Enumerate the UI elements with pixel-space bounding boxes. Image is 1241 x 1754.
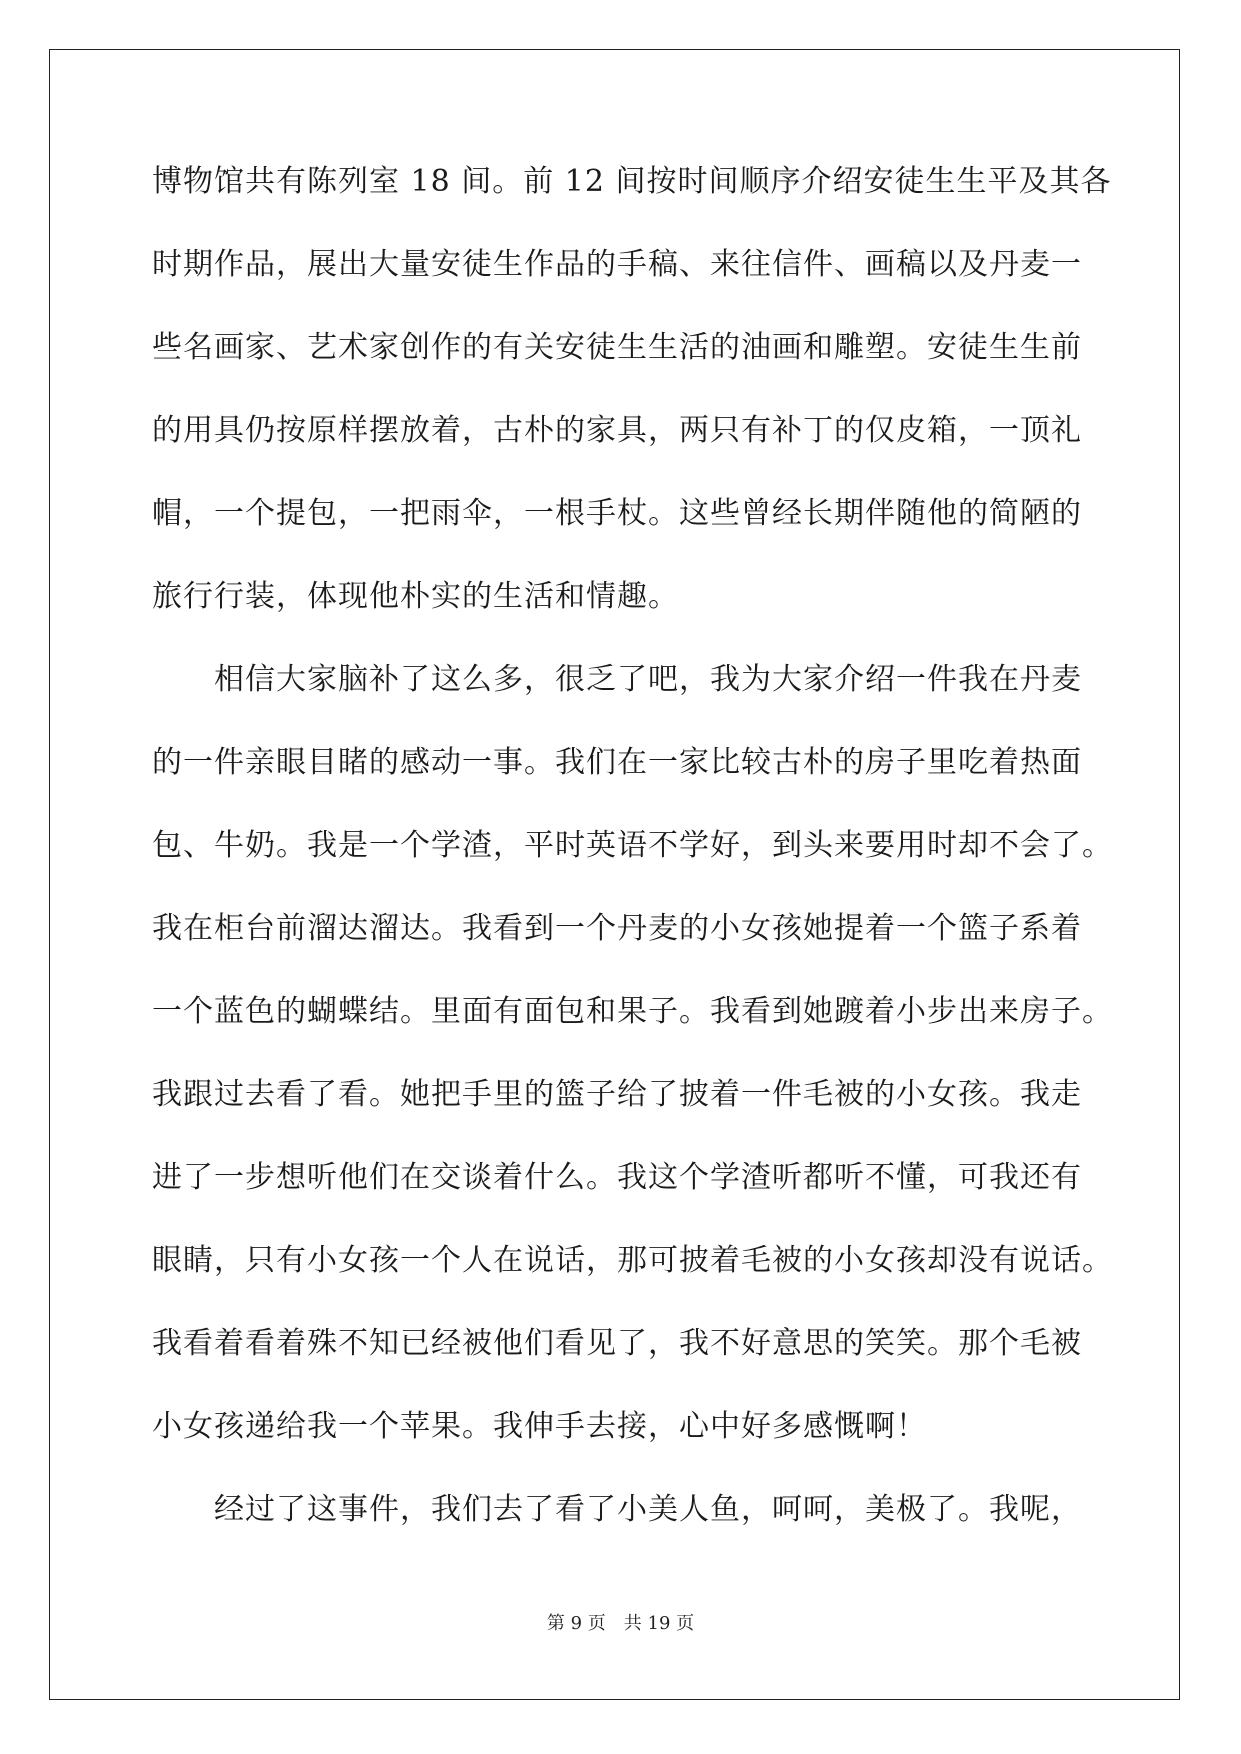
text-line: 经过了这事件，我们去了看了小美人鱼，呵呵，美极了。我呢，: [152, 1492, 1082, 1527]
text-line: 眼睛，只有小女孩一个人在说话，那可披着毛被的小女孩却没有说话。: [152, 1243, 1113, 1278]
text-line: 包、牛奶。我是一个学渣，平时英语不学好，到头来要用时却不会了。: [152, 828, 1113, 863]
text-line: 一个蓝色的蝴蝶结。里面有面包和果子。我看到她踱着小步出来房子。: [152, 994, 1113, 1029]
text-line: 的用具仍按原样摆放着，古朴的家具，两只有补丁的仅皮箱，一顶礼: [152, 413, 1082, 448]
text-line: 我跟过去看了看。她把手里的篮子给了披着一件毛被的小女孩。我走: [152, 1077, 1082, 1112]
text-line: 时期作品，展出大量安徒生作品的手稿、来往信件、画稿以及丹麦一: [152, 247, 1082, 282]
page-footer: [0, 1612, 1241, 1636]
text-line: 进了一步想听他们在交谈着什么。我这个学渣听都听不懂，可我还有: [152, 1160, 1082, 1195]
page-number: 第 9 页 共 19 页: [546, 1613, 695, 1634]
text-line: 我在柜台前溜达溜达。我看到一个丹麦的小女孩她提着一个篮子系着: [152, 911, 1082, 946]
text-line: 博物馆共有陈列室 18 间。前 12 间按时间顺序介绍安徒生生平及其各: [152, 164, 1112, 199]
text-line: 我看着看着殊不知已经被他们看见了，我不好意思的笑笑。那个毛被: [152, 1326, 1082, 1361]
text-line: 的一件亲眼目睹的感动一事。我们在一家比较古朴的房子里吃着热面: [152, 745, 1082, 780]
document-body: [152, 160, 1113, 1571]
text-line: 帽，一个提包，一把雨伞，一根手杖。这些曾经长期伴随他的简陋的: [152, 496, 1082, 531]
text-line: 小女孩递给我一个苹果。我伸手去接，心中好多感慨啊！: [152, 1409, 927, 1444]
text-line: 旅行行装，体现他朴实的生活和情趣。: [152, 579, 679, 614]
text-line: 些名画家、艺术家创作的有关安徒生生活的油画和雕塑。安徒生生前: [152, 330, 1082, 365]
text-line: 相信大家脑补了这么多，很乏了吧，我为大家介绍一件我在丹麦: [152, 662, 1082, 697]
